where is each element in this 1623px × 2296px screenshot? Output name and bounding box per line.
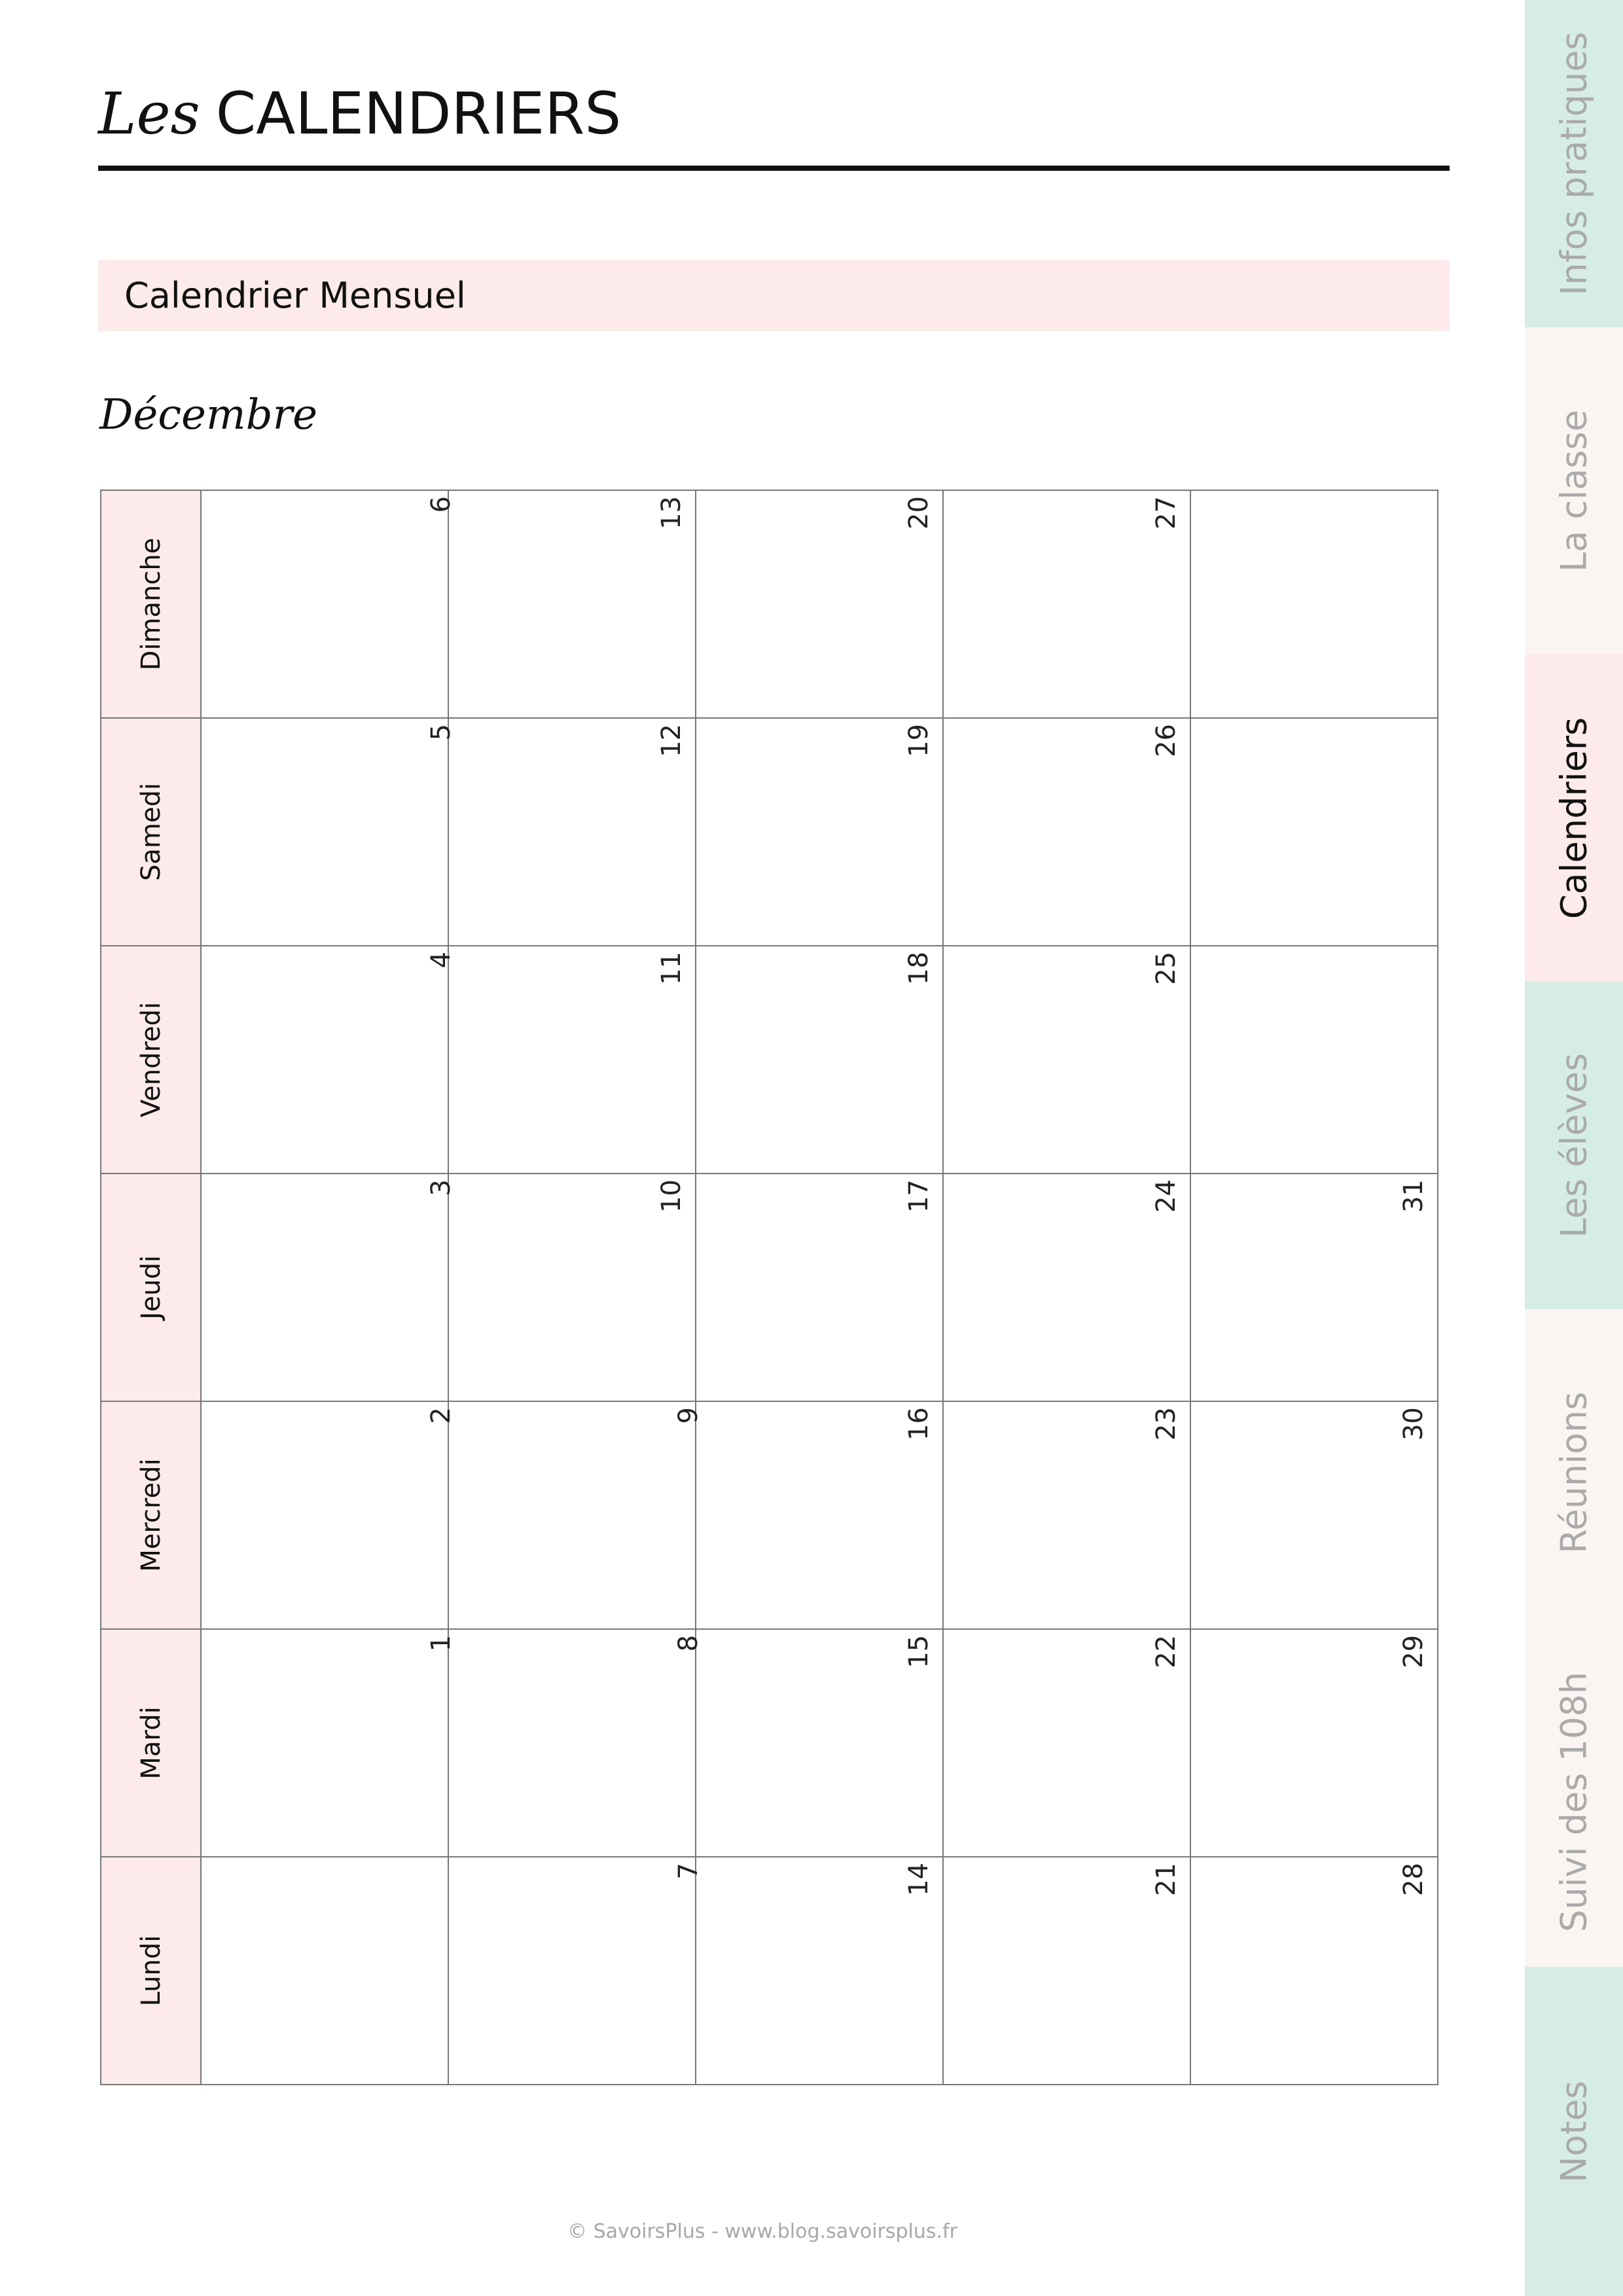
day-number: 20 bbox=[904, 496, 935, 529]
day-number: 18 bbox=[904, 952, 935, 985]
calendar-day-cell[interactable] bbox=[1191, 1174, 1438, 1402]
day-number: 13 bbox=[656, 496, 687, 529]
calendar-day-cell[interactable] bbox=[449, 946, 696, 1174]
calendar-day-cell[interactable] bbox=[696, 1402, 944, 1630]
weekday-label-text: Mardi bbox=[135, 1706, 166, 1780]
day-number: 22 bbox=[1151, 1635, 1182, 1668]
day-number: 25 bbox=[1151, 952, 1182, 985]
day-number: 23 bbox=[1151, 1407, 1182, 1441]
day-number: 2 bbox=[425, 1407, 456, 1424]
tab-infos-pratiques[interactable] bbox=[1525, 0, 1623, 327]
calendar-day-cell[interactable] bbox=[202, 719, 456, 946]
weekday-label-text: Jeudi bbox=[135, 1255, 166, 1320]
calendar-day-cell[interactable] bbox=[1191, 946, 1438, 1174]
calendar-day-cell[interactable] bbox=[449, 1857, 704, 2085]
calendar-day-cell[interactable] bbox=[696, 719, 944, 946]
sidebar-tabs bbox=[1525, 0, 1623, 2296]
weekday-label-text: Samedi bbox=[135, 783, 166, 881]
day-number: 31 bbox=[1399, 1179, 1429, 1213]
day-number: 8 bbox=[673, 1635, 704, 1652]
day-number: 27 bbox=[1151, 496, 1182, 529]
calendar-day-cell[interactable] bbox=[449, 1402, 704, 1630]
calendar-day-cell[interactable] bbox=[449, 1174, 696, 1402]
day-number: 26 bbox=[1151, 724, 1182, 757]
calendar-day-cell[interactable] bbox=[944, 719, 1191, 946]
page-title bbox=[98, 80, 622, 147]
day-number: 5 bbox=[425, 724, 456, 741]
day-number: 12 bbox=[656, 724, 687, 757]
calendar-day-cell[interactable] bbox=[1191, 1630, 1438, 1857]
tab-label: La classe bbox=[1553, 410, 1595, 572]
calendar-day-cell[interactable] bbox=[202, 1174, 456, 1402]
calendar-day-cell[interactable] bbox=[696, 1630, 944, 1857]
day-number: 24 bbox=[1151, 1179, 1182, 1213]
day-number: 6 bbox=[425, 496, 456, 513]
calendar-day-cell[interactable] bbox=[944, 946, 1191, 1174]
calendar-day-cell[interactable] bbox=[944, 1174, 1191, 1402]
calendar-day-cell[interactable] bbox=[1191, 491, 1438, 719]
day-number: 16 bbox=[904, 1407, 935, 1441]
page-title-main: CALENDRIERS bbox=[215, 80, 622, 147]
day-number: 3 bbox=[425, 1179, 456, 1196]
calendar-day-cell[interactable] bbox=[696, 1857, 944, 2085]
calendar-day-cell[interactable] bbox=[696, 491, 944, 719]
calendar-day-cell[interactable] bbox=[944, 1630, 1191, 1857]
calendar-day-cell[interactable] bbox=[202, 491, 456, 719]
calendar-day-cell[interactable] bbox=[1191, 1857, 1438, 2085]
tab-calendriers[interactable] bbox=[1525, 655, 1623, 982]
tab-les-l-ves[interactable] bbox=[1525, 982, 1623, 1309]
calendar-day-cell[interactable] bbox=[944, 491, 1191, 719]
day-number: 7 bbox=[673, 1863, 704, 1880]
calendar-day-cell[interactable] bbox=[944, 1857, 1191, 2085]
weekday-label bbox=[101, 1857, 202, 2085]
weekday-label-text: Lundi bbox=[135, 1935, 166, 2007]
calendar-day-cell[interactable] bbox=[449, 491, 696, 719]
day-number: 21 bbox=[1151, 1863, 1182, 1896]
section-banner bbox=[98, 260, 1450, 331]
calendar-day-cell[interactable] bbox=[1191, 1402, 1438, 1630]
calendar-day-cell[interactable] bbox=[696, 946, 944, 1174]
day-number: 4 bbox=[425, 952, 456, 969]
tab-notes[interactable] bbox=[1525, 1967, 1623, 2296]
weekday-label bbox=[101, 1402, 202, 1630]
calendar-day-cell[interactable] bbox=[944, 1402, 1191, 1630]
weekday-label bbox=[101, 719, 202, 946]
day-number: 28 bbox=[1399, 1863, 1429, 1896]
month-title: Décembre bbox=[99, 391, 318, 439]
tab-la-classe[interactable] bbox=[1525, 327, 1623, 655]
weekday-label bbox=[101, 1630, 202, 1857]
page-title-script: Les bbox=[98, 80, 200, 147]
tab-label: Infos pratiques bbox=[1553, 31, 1595, 296]
calendar-day-cell[interactable] bbox=[202, 1857, 449, 2085]
section-label: Calendrier Mensuel bbox=[124, 275, 466, 316]
weekday-label bbox=[101, 491, 202, 719]
calendar-day-cell[interactable] bbox=[1191, 719, 1438, 946]
weekday-label-text: Vendredi bbox=[135, 1001, 166, 1118]
tab-label: Calendriers bbox=[1553, 717, 1595, 920]
day-number: 17 bbox=[904, 1179, 935, 1213]
calendar-day-cell[interactable] bbox=[202, 946, 456, 1174]
calendar-day-cell[interactable] bbox=[696, 1174, 944, 1402]
title-divider bbox=[98, 166, 1450, 171]
day-number: 19 bbox=[904, 724, 935, 757]
weekday-label-text: Dimanche bbox=[135, 537, 166, 671]
calendar-day-cell[interactable] bbox=[202, 1630, 456, 1857]
day-number: 11 bbox=[656, 952, 687, 985]
day-number: 9 bbox=[673, 1407, 704, 1424]
calendar-day-cell[interactable] bbox=[202, 1402, 456, 1630]
day-number: 14 bbox=[904, 1863, 935, 1896]
calendar-grid bbox=[100, 490, 1438, 2085]
day-number: 30 bbox=[1399, 1407, 1429, 1441]
day-number: 29 bbox=[1399, 1635, 1429, 1668]
calendar-day-cell[interactable] bbox=[449, 1630, 704, 1857]
tab-label: Suivi des 108h bbox=[1553, 1671, 1595, 1932]
day-number: 10 bbox=[656, 1179, 687, 1213]
tab-label: Notes bbox=[1553, 2080, 1595, 2183]
footer-copyright: © SavoirsPlus - www.blog.savoirsplus.fr bbox=[567, 2220, 957, 2243]
tab-label: Réunions bbox=[1553, 1391, 1595, 1554]
weekday-label bbox=[101, 946, 202, 1174]
weekday-label bbox=[101, 1174, 202, 1402]
tab-suivi-des-108h[interactable] bbox=[1525, 1636, 1623, 1967]
day-number: 1 bbox=[425, 1635, 456, 1652]
calendar-day-cell[interactable] bbox=[449, 719, 696, 946]
weekday-label-text: Mercredi bbox=[135, 1458, 166, 1572]
day-number: 15 bbox=[904, 1635, 935, 1668]
tab-r-unions[interactable] bbox=[1525, 1309, 1623, 1636]
tab-label: Les élèves bbox=[1553, 1052, 1595, 1238]
